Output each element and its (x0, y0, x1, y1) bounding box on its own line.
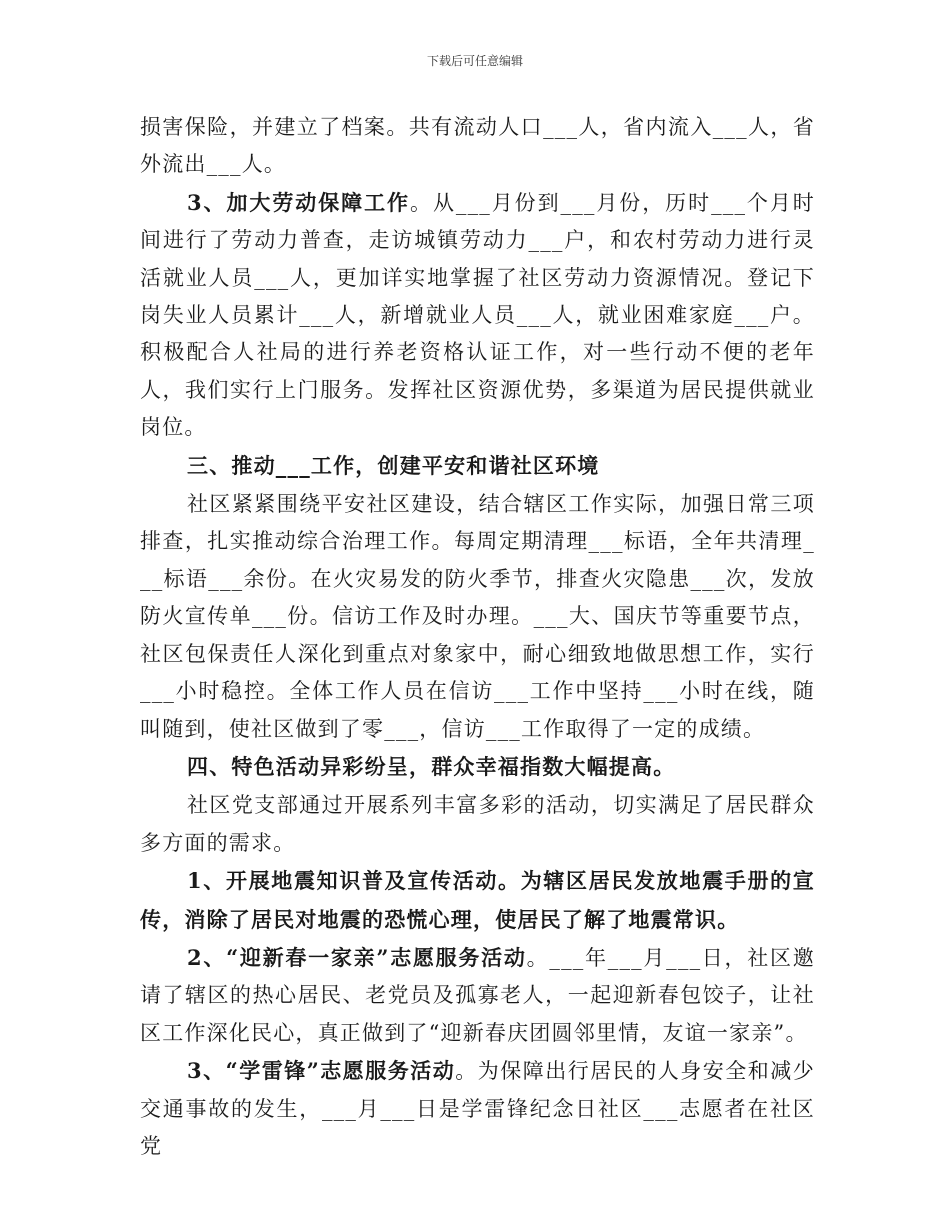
section-heading (140, 748, 815, 786)
section-heading (140, 447, 815, 485)
paragraph-text: 损害保险，并建立了档案。共有流动人口___人，省内流入___人，省外流出___人。 (140, 115, 815, 177)
paragraph (140, 939, 815, 1052)
paragraph-heading: 3、“学雷锋”志愿服务活动 (187, 1058, 456, 1084)
document-body (140, 108, 815, 1165)
paragraph-heading: 3、加大劳动保障工作 (187, 189, 410, 215)
section-heading-text: 四、特色活动异彩纷呈，群众幸福指数大幅提高。 (187, 753, 676, 779)
paragraph (140, 108, 815, 184)
paragraph-text: 社区紧紧围绕平安社区建设，结合辖区工作实际，加强日常三项排查，扎实推动综合治理工作。每周定期清理___标语，全年共清理___标语___余份。在火灾易发的防火季节，排查火灾隐患___次，发放防火宣传单___份。信访工作及时办理。___大、国庆节等重要节点，社区包保责任人深化到重点对象家中，耐心细致地做思想工作，实行___小时稳控。全体工作人员在信访___工作中坚持___小时在线，随叫随到，使社区做到了零___，信访___工作取得了一定的成绩。 (140, 492, 815, 741)
paragraph-heading: 1、开展地震知识普及宣传活动。为辖区居民发放地震手册的宣传，消除了居民对地震的恐慌心理，使居民了解了地震常识。 (140, 868, 815, 932)
page-header: 下载后可任意编辑 (426, 54, 523, 68)
paragraph (140, 1052, 815, 1165)
paragraph-text: 社区党支部通过开展系列丰富多彩的活动，切实满足了居民群众多方面的需求。 (140, 793, 815, 855)
paragraph-text: 。为保障出行居民的人身安全和减少交通事故的发生，___月___日是学雷锋纪念日社区___志愿者在社区党 (140, 1059, 815, 1158)
paragraph-text: 。从___月份到___月份，历时___个月时间进行了劳动力普查，走访城镇劳动力___户，和农村劳动力进行灵活就业人员___人，更加详实地掌握了社区劳动力资源情况。登记下岗失业人员累计___人，新增就业人员___人，就业困难家庭___户。积极配合人社局的进行养老资格认证工作，对一些行动不便的老年人，我们实行上门服务。发挥社区资源优势，多渠道为居民提供就业岗位。 (140, 190, 815, 440)
paragraph (140, 485, 815, 748)
paragraph (140, 862, 815, 939)
paragraph-text: 。___年___月___日，社区邀请了辖区的热心居民、老党员及孤寡老人，一起迎新春包饺子，让社区工作深化民心，真正做到了“迎新春庆团圆邻里情，友谊一家亲”。 (140, 945, 815, 1045)
paragraph-heading: 2、“迎新春一家亲”志愿服务活动 (187, 944, 527, 970)
paragraph (140, 786, 815, 862)
section-heading-text: 三、推动___工作，创建平安和谐社区环境 (187, 452, 600, 478)
paragraph (140, 184, 815, 447)
